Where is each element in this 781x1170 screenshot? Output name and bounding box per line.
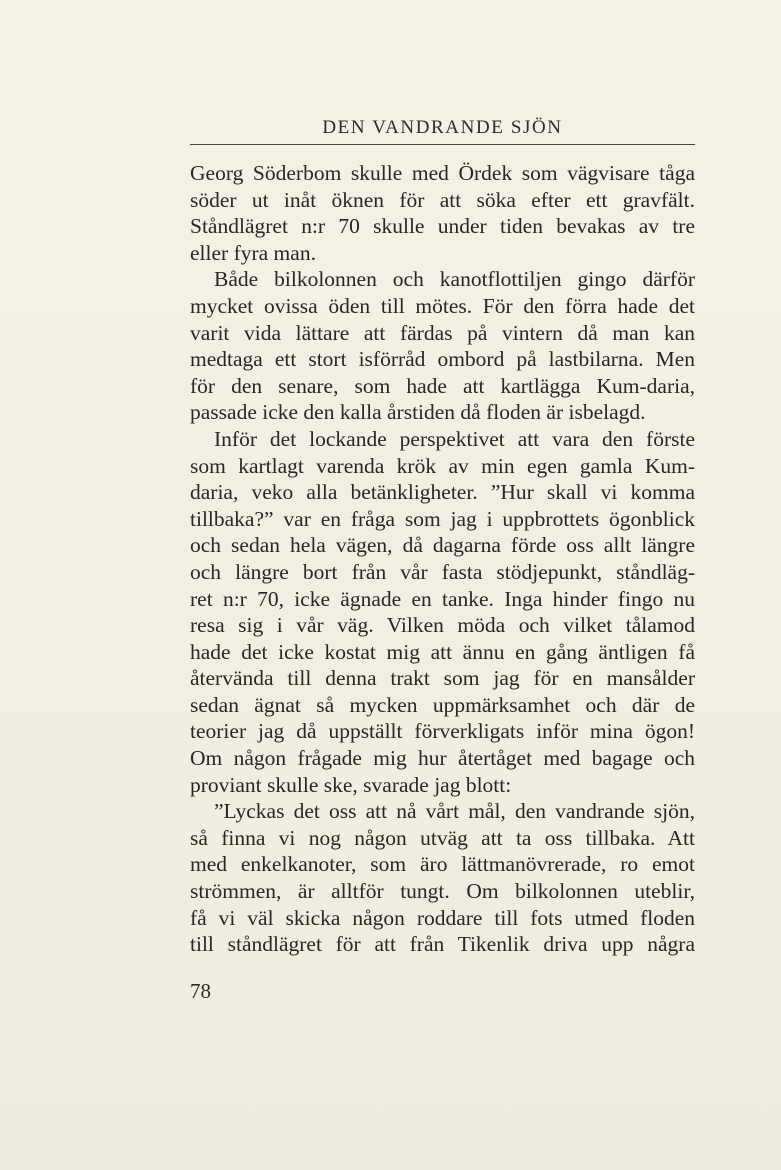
text-line: varit vida lättare att färdas på vintern då man kan	[190, 320, 695, 345]
text-line: passade icke den kalla årstiden då floden är isbelagd.	[190, 400, 646, 425]
text-line: ret n:r 70, icke ägnade en tanke. Inga hinder fingo nu	[190, 586, 695, 611]
text-line: teorier jag då uppställt förverkligats inför mina ögon!	[190, 719, 695, 744]
text-line: sedan ägnat så mycken uppmärksamhet och där de	[190, 692, 695, 717]
text-line: Georg Söderbom skulle med Ördek som vägvisare tåga	[190, 161, 695, 185]
text-line: Både bilkolonnen och kanotflottiljen gingo därför	[214, 267, 695, 292]
text-line: hade det icke kostat mig att ännu en gång äntligen få	[190, 639, 695, 664]
text-line: med enkelkanoter, som äro lättmanövrerade, ro emot	[190, 852, 695, 877]
text-line: tillbaka?” var en fråga som jag i uppbrottets ögonblick	[190, 506, 695, 531]
text-line: Ståndlägret n:r 70 skulle under tiden bevakas av tre	[190, 214, 695, 239]
text-line: som kartlagt varenda krök av min egen gamla Kum-	[190, 453, 695, 478]
text-line: och längre bort från vår fasta stödjepunkt, ståndläg-	[190, 559, 695, 584]
text-line: resa sig i vår väg. Vilken möda och vilket tålamod	[190, 613, 695, 638]
header-rule	[190, 144, 695, 145]
page-number: 78	[190, 979, 211, 1003]
text-line: mycket ovissa öden till mötes. För den förra hade det	[190, 293, 695, 318]
text-line: för den senare, som hade att kartlägga Kum-daria,	[190, 373, 695, 398]
text-line: så finna vi nog någon utväg att ta oss tillbaka. Att	[190, 825, 695, 850]
text-line: strömmen, är alltför tungt. Om bilkolonnen uteblir,	[190, 879, 695, 904]
text-line: proviant skulle ske, svarade jag blott:	[190, 772, 512, 797]
text-line: medtaga ett stort isförråd ombord på lastbilarna. Men	[190, 347, 695, 372]
body-text	[190, 160, 695, 958]
text-line: Om någon frågade mig hur återtåget med bagage och	[190, 746, 695, 771]
text-line: till ståndlägret för att från Tikenlik driva upp några	[190, 932, 695, 957]
text-line: och sedan hela vägen, då dagarna förde oss allt längre	[190, 533, 695, 558]
text-line: återvända till denna trakt som jag för en mansålder	[190, 666, 695, 691]
text-line: få vi väl skicka någon roddare till fots utmed floden	[190, 905, 695, 930]
text-line: eller fyra man.	[190, 240, 316, 265]
text-line: söder ut inåt öknen för att söka efter ett gravfält.	[190, 187, 695, 212]
running-head: DEN VANDRANDE SJÖN	[322, 117, 563, 138]
text-line: ”Lyckas det oss att nå vårt mål, den vandrande sjön,	[214, 799, 695, 824]
text-line: daria, veko alla betänkligheter. ”Hur skall vi komma	[190, 480, 695, 505]
text-line: Inför det lockande perspektivet att vara den förste	[214, 426, 695, 451]
